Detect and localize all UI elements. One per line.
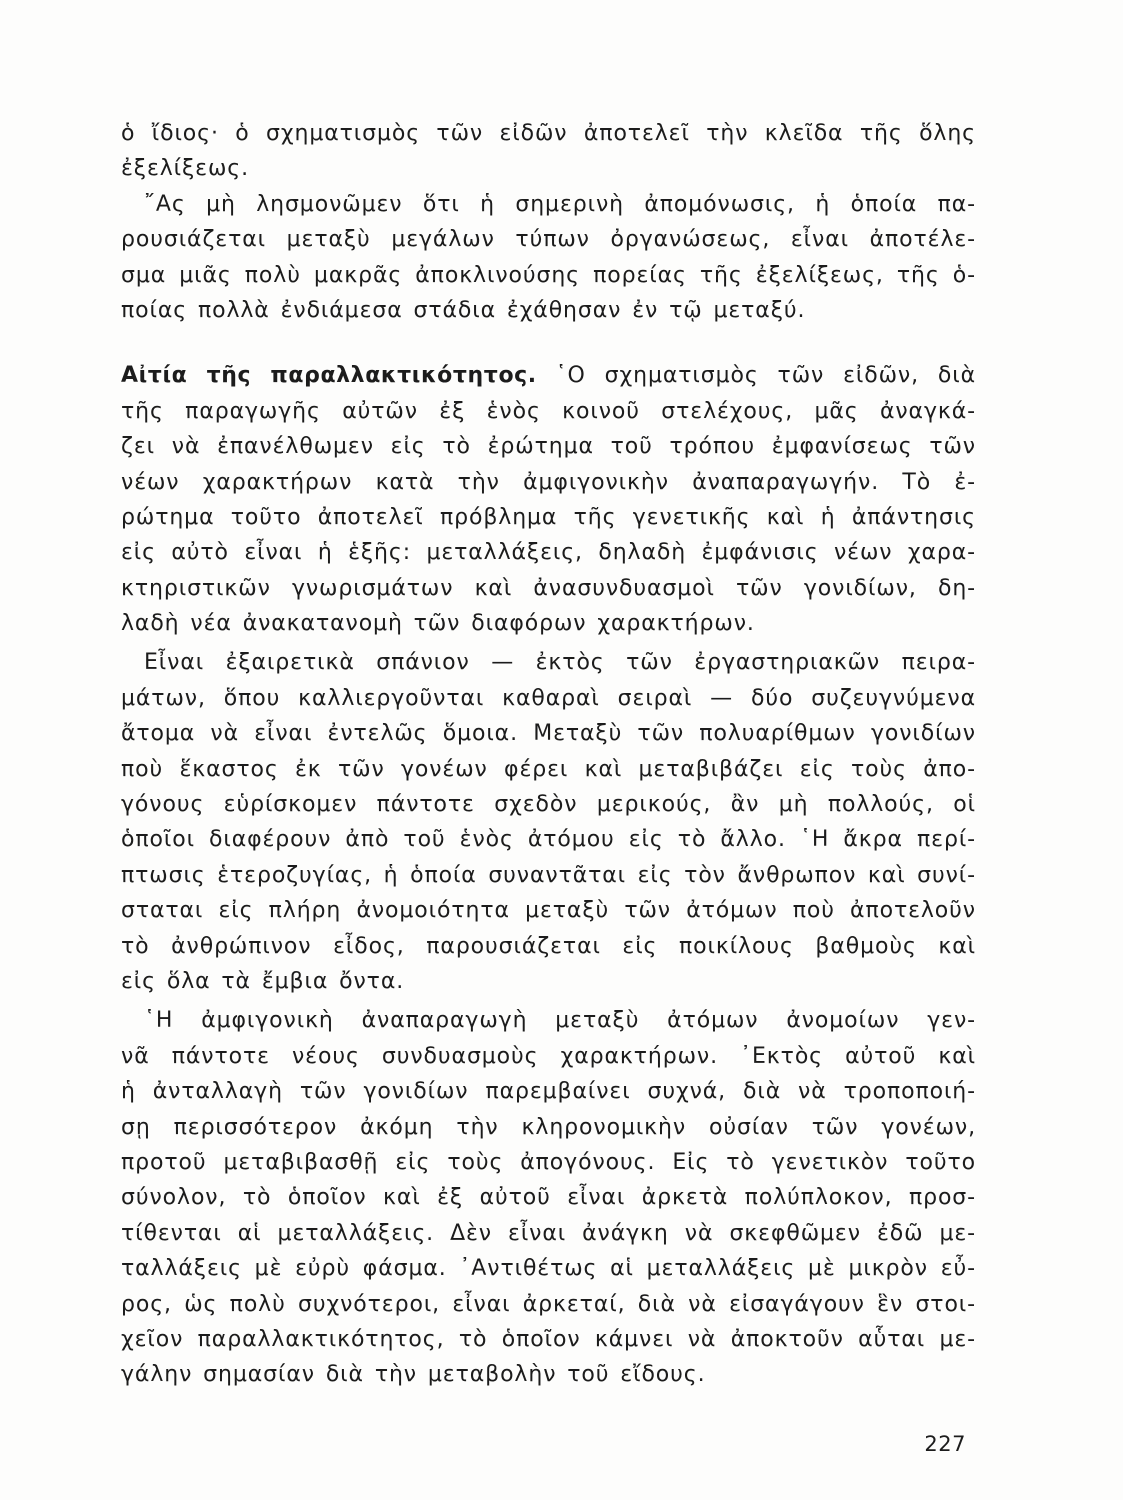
text-line: χεῖον παραλλακτικότητος, τὸ ὁποῖον κάμνει νὰ ἀποκτοῦν αὗται με-: [121, 1326, 976, 1352]
text-line: ρουσιάζεται μεταξὺ μεγάλων τύπων ὀργανώσεως, εἶναι ἀποτέλε-: [121, 227, 976, 253]
text-line: τίθενται αἱ μεταλλάξεις. Δὲν εἶναι ἀνάγκη νὰ σκεφθῶμεν ἐδῶ με-: [121, 1220, 976, 1246]
text-line: νᾶ πάντοτε νέους συνδυασμοὺς χαρακτήρων. ᾽Εκτὸς αὐτοῦ καὶ: [121, 1043, 976, 1069]
text-line: γόνους εὑρίσκομεν πάντοτε σχεδὸν μερικούς, ἂν μὴ πολλούς, οἱ: [121, 792, 976, 818]
text-line: ῾Η ἀμφιγονικὴ ἀναπαραγωγὴ μεταξὺ ἀτόμων ἀνομοίων γεν-: [144, 1008, 976, 1034]
text-line: ὁποῖοι διαφέρουν ἀπὸ τοῦ ἑνὸς ἀτόμου εἰς τὸ ἄλλο. ῾Η ἄκρα περί-: [121, 827, 976, 853]
text-line: πτωσις ἑτεροζυγίας, ἡ ὁποία συναντᾶται εἰς τὸν ἄνθρωπον καὶ συνί-: [121, 862, 976, 888]
text-line: σῃ περισσότερον ἀκόμη τὴν κληρονομικὴν οὐσίαν τῶν γονέων,: [121, 1114, 976, 1140]
text-line: τῆς παραγωγῆς αὐτῶν ἐξ ἑνὸς κοινοῦ στελέχους, μᾶς ἀναγκά-: [121, 398, 976, 424]
text-line: τὸ ἀνθρώπινον εἶδος, παρουσιάζεται εἰς ποικίλους βαθμοὺς καὶ: [121, 933, 976, 959]
text-line: ὁ ἴδιος· ὁ σχηματισμὸς τῶν εἰδῶν ἀποτελεῖ τὴν κλεῖδα τῆς ὅλης: [121, 121, 976, 146]
text-line: σμα μιᾶς πολὺ μακρᾶς ἀποκλινούσης πορείας τῆς ἐξελίξεως, τῆς ὁ-: [121, 262, 976, 288]
text-line: μάτων, ὅπου καλλιεργοῦνται καθαραὶ σειραὶ — δύο συζευγνύμενα: [121, 685, 976, 711]
text-line: σύνολον, τὸ ὁποῖον καὶ ἐξ αὐτοῦ εἶναι ἀρκετὰ πολύπλοκον, προσ-: [121, 1185, 976, 1211]
text-line: ζει νὰ ἐπανέλθωμεν εἰς τὸ ἐρώτημα τοῦ τρόπου ἐμφανίσεως τῶν: [121, 434, 976, 460]
text-line: λαδὴ νέα ἀνακατανομὴ τῶν διαφόρων χαρακτήρων.: [121, 611, 755, 637]
text-run: ῾Ο σχηματισμὸς τῶν εἰδῶν, διὰ: [555, 363, 976, 389]
text-line: γάλην σημασίαν διὰ τὴν μεταβολὴν τοῦ εἴδους.: [121, 1362, 706, 1388]
text-line: ἡ ἀνταλλαγὴ τῶν γονιδίων παρεμβαίνει συχνά, διὰ νὰ τροποποιή-: [121, 1079, 976, 1105]
text-line: σταται εἰς πλήρη ἀνομοιότητα μεταξὺ τῶν ἀτόμων ποὺ ἀποτελοῦν: [121, 898, 976, 924]
page-text-column: [121, 116, 976, 1393]
text-line: κτηριστικῶν γνωρισμάτων καὶ ἀνασυνδυασμοὶ τῶν γονιδίων, δη-: [121, 575, 976, 601]
text-line: ἐξελίξεως.: [121, 156, 250, 182]
page-number: 227: [924, 1432, 966, 1456]
section-heading: Αἰτία τῆς παραλλακτικότητος.: [121, 363, 537, 389]
section-heading-line: [121, 358, 976, 393]
text-line: Εἶναι ἐξαιρετικὰ σπάνιον — ἐκτὸς τῶν ἐργαστηριακῶν πειρα-: [144, 650, 976, 676]
text-line: ρος, ὡς πολὺ συχνότεροι, εἶναι ἀρκεταί, διὰ νὰ εἰσαγάγουν ἓν στοι-: [121, 1291, 976, 1317]
text-line: ποίας πολλὰ ἐνδιάμεσα στάδια ἐχάθησαν ἐν τῷ μεταξύ.: [121, 297, 806, 323]
text-line: ποὺ ἕκαστος ἐκ τῶν γονέων φέρει καὶ μεταβιβάζει εἰς τοὺς ἀπο-: [121, 756, 976, 782]
text-line: νέων χαρακτήρων κατὰ τὴν ἀμφιγονικὴν ἀναπαραγωγήν. Τὸ ἐ-: [121, 469, 976, 495]
section-spacer: [121, 328, 976, 358]
text-line: προτοῦ μεταβιβασθῇ εἰς τοὺς ἀπογόνους. Εἰς τὸ γενετικὸν τοῦτο: [121, 1149, 976, 1175]
text-line: εἰς ὅλα τὰ ἔμβια ὄντα.: [121, 968, 405, 994]
text-line: ταλλάξεις μὲ εὐρὺ φάσμα. ᾽Αντιθέτως αἱ μεταλλάξεις μὲ μικρὸν εὖ-: [121, 1256, 976, 1282]
text-line: ῎Ας μὴ λησμονῶμεν ὅτι ἡ σημερινὴ ἀπομόνωσις, ἡ ὁποία πα-: [144, 191, 976, 217]
text-line: ἄτομα νὰ εἶναι ἐντελῶς ὅμοια. Μεταξὺ τῶν πολυαρίθμων γονιδίων: [121, 721, 976, 747]
text-line: εἰς αὐτὸ εἶναι ἡ ἑξῆς: μεταλλάξεις, δηλαδὴ ἐμφάνισις νέων χαρα-: [121, 540, 976, 566]
text-line: ρώτημα τοῦτο ἀποτελεῖ πρόβλημα τῆς γενετικῆς καὶ ἡ ἀπάντησις: [121, 504, 976, 530]
